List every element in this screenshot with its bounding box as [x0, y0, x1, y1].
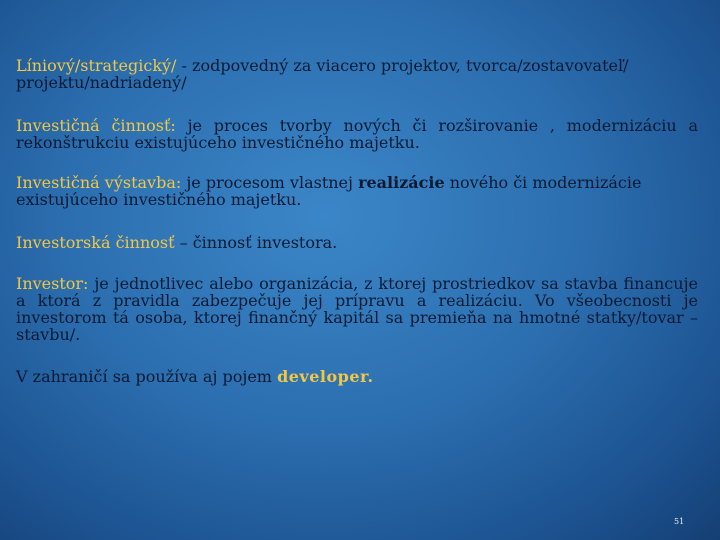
term-investor: Investor:	[16, 274, 89, 293]
paragraph-developer	[16, 368, 698, 385]
term-investicna-cinnost: Investičná činnosť:	[16, 116, 176, 135]
emphasis-realizacie: realizácie	[358, 173, 445, 192]
paragraph-liniovy	[16, 57, 698, 91]
definition-investicna-cinnost: je proces tvorby nových či rozširovanie , modernizáciu a rekonštrukciu existujúceho investičného majetku.	[16, 116, 698, 152]
term-investorska-cinnost: Investorská činnosť	[16, 233, 175, 252]
term-liniovy: Líniový/strategický/	[16, 56, 177, 75]
slide-body	[16, 52, 698, 385]
definition-investicna-vystavba-a: je procesom vlastnej	[181, 173, 359, 192]
page-number: 51	[674, 517, 685, 526]
paragraph-investor	[16, 275, 698, 343]
paragraph-investorska-cinnost	[16, 234, 698, 251]
term-developer: developer.	[277, 367, 374, 386]
paragraph-investicna-vystavba	[16, 174, 698, 208]
term-investicna-vystavba: Investičná výstavba:	[16, 173, 182, 192]
definition-investor: je jednotlivec alebo organizácia, z ktorej prostriedkov sa stavba financuje a ktorá z pravidla zabezpečuje jej prípravu a realizáciu. Vo všeobecnosti je investorom tá osoba, ktorej finančný kapitál sa premieňa na hmotné statky/tovar – stavbu/.	[16, 274, 698, 344]
definition-investicna-vystavba-b: nového či modernizácie existujúceho investičného majetku.	[16, 173, 642, 209]
definition-investorska-cinnost: – činnosť investora.	[174, 233, 338, 252]
definition-liniovy: - zodpovedný za viacero projektov, tvorca/zostavovateľ/ projektu/nadriadený/	[16, 56, 629, 92]
paragraph-investicna-cinnost	[16, 117, 698, 151]
developer-intro-text: V zahraničí sa používa aj pojem	[16, 367, 278, 386]
